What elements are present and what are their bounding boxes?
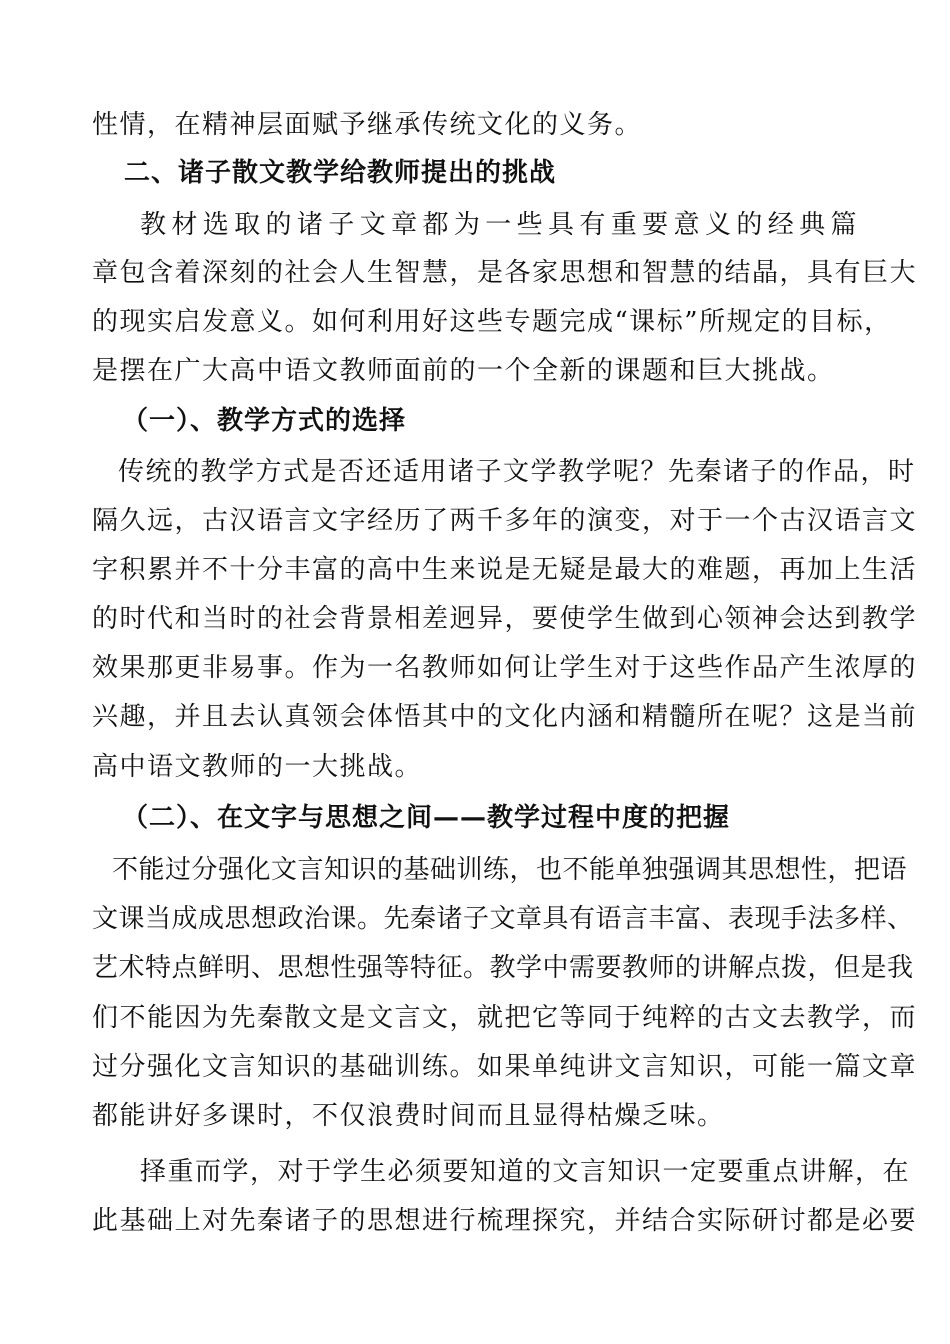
paragraph-line: 文课当成成思想政治课。先秦诸子文章具有语言丰富、表现手法多样、 [92, 904, 914, 934]
paragraph-line: 择重而学，对于学生必须要知道的文言知识一定要重点讲解，在 [140, 1157, 911, 1187]
paragraph-line: 艺术特点鲜明、思想性强等特征。教学中需要教师的讲解点拨，但是我 [92, 953, 914, 983]
paragraph-line: 都能讲好多课时，不仅浪费时间而且显得枯燥乏味。 [92, 1101, 725, 1131]
subsection-heading-2: （二）、在文字与思想之间——教学过程中度的把握 [122, 803, 731, 833]
paragraph-line: 传统的教学方式是否还适用诸子文学教学呢？先秦诸子的作品，时 [118, 457, 916, 487]
section-heading-2: 二、诸子散文教学给教师提出的挑战 [124, 158, 557, 188]
paragraph-line: 不能过分强化文言知识的基础训练，也不能单独强调其思想性，把语 [112, 855, 908, 885]
paragraph-line: 章包含着深刻的社会人生智慧，是各家思想和智慧的结晶，具有巨大 [92, 258, 918, 288]
paragraph-line: 此基础上对先秦诸子的思想进行梳理探究，并结合实际研讨都是必要 [92, 1206, 918, 1236]
paragraph-line: 兴趣，并且去认真领会体悟其中的文化内涵和精髓所在呢？这是当前 [92, 702, 918, 732]
paragraph-line: 字积累并不十分丰富的高中生来说是无疑是最大的难题，再加上生活 [92, 555, 918, 585]
paragraph-line: 教材选取的诸子文章都为一些具有重要意义的经典篇 [140, 210, 858, 240]
paragraph-line: 的现实启发意义。如何利用好这些专题完成“课标”所规定的目标， [92, 307, 892, 337]
paragraph-line: 高中语文教师的一大挑战。 [92, 752, 423, 782]
paragraph-line: 效果那更非易事。作为一名教师如何让学生对于这些作品产生浓厚的 [92, 653, 918, 683]
paragraph-line: 的时代和当时的社会背景相差迥异，要使学生做到心领神会达到教学 [92, 604, 918, 634]
paragraph-line: 们不能因为先秦散文是文言文，就把它等同于纯粹的古文去教学，而 [92, 1003, 918, 1033]
paragraph-line: 是摆在广大高中语文教师面前的一个全新的课题和巨大挑战。 [92, 356, 835, 386]
paragraph-line: 隔久远，古汉语言文字经历了两千多年的演变，对于一个古汉语言文 [92, 506, 918, 536]
paragraph-line: 过分强化文言知识的基础训练。如果单纯讲文言知识，可能一篇文章 [92, 1052, 918, 1082]
paragraph-line: 性情，在精神层面赋予继承传统文化的义务。 [92, 110, 643, 140]
subsection-heading-1: （一）、教学方式的选择 [122, 406, 407, 436]
